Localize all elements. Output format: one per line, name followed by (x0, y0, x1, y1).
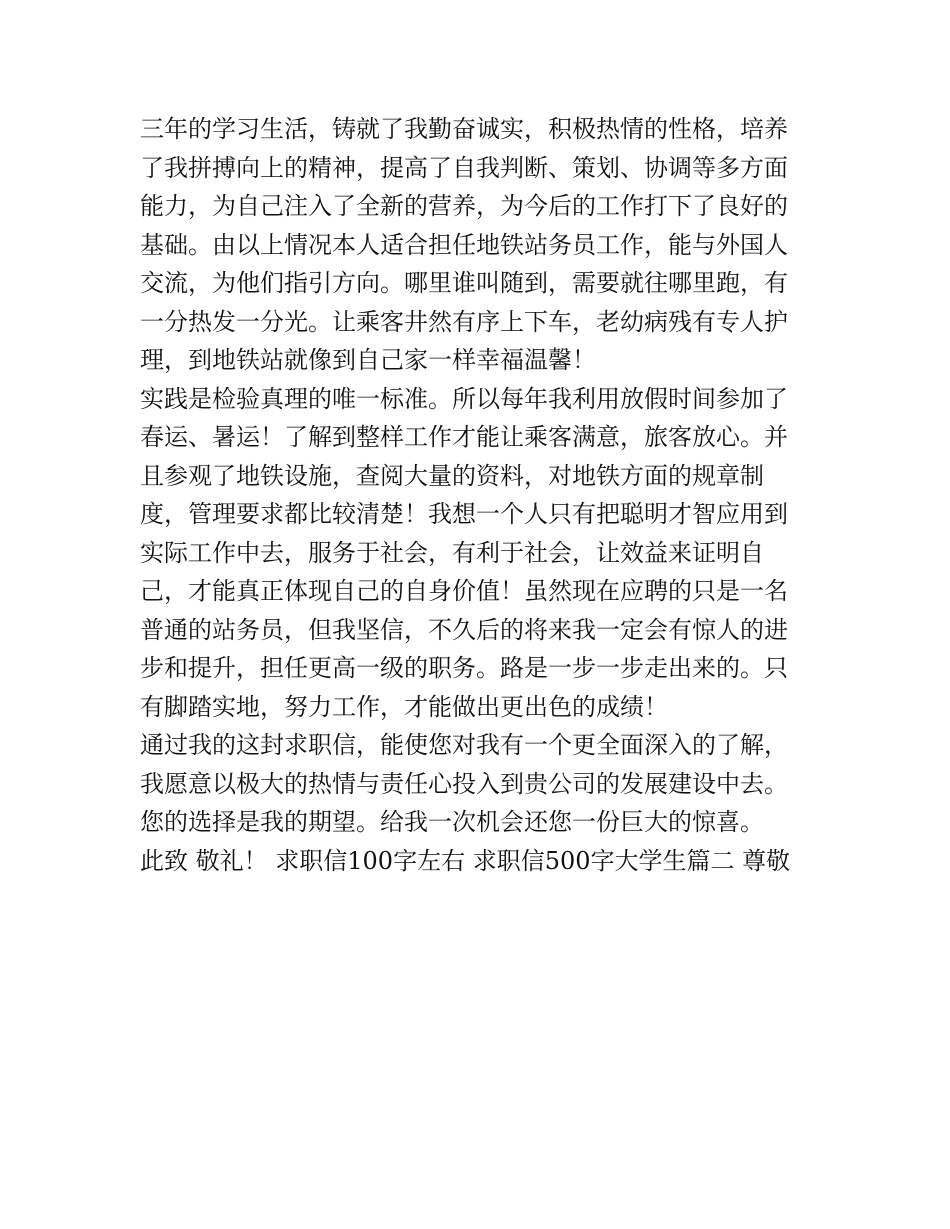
text-line-14: 普通的站务员，但我坚信，不久后的将来我一定会有惊人的进 (140, 615, 788, 644)
text-line-1: 三年的学习生活，铸就了我勤奋诚实，积极热情的性格，培养 (140, 115, 788, 143)
text-line-16: 有脚踏实地，努力工作，才能做出更出色的成绩！ (140, 692, 668, 721)
text-line-11: 度，管理要求都比较清楚！我想一个人只有把聪明才智应用到 (140, 500, 788, 528)
text-line-6: 一分热发一分光。让乘客井然有序上下车，老幼病残有专人护 (140, 307, 788, 336)
text-line-12: 实际工作中去，服务于社会，有利于社会，让效益来证明自 (140, 538, 764, 567)
text-line-10: 且参观了地铁设施，查阅大量的资料，对地铁方面的规章制 (140, 461, 764, 490)
text-line-18: 我愿意以极大的热情与责任心投入到贵公司的发展建设中去。 (140, 769, 788, 798)
text-line-15: 步和提升，担任更高一级的职务。路是一步一步走出来的。只 (140, 654, 788, 682)
text-line-7: 理，到地铁站就像到自己家一样幸福温馨！ (140, 346, 596, 374)
letter-body (140, 110, 820, 880)
text-line-4: 基础。由以上情况本人适合担任地铁站务员工作，能与外国人 (140, 230, 788, 259)
text-line-8: 实践是检验真理的唯一标准。所以每年我利用放假时间参加了 (140, 384, 788, 413)
text-line-13: 己，才能真正体现自己的自身价值！虽然现在应聘的只是一名 (140, 577, 788, 605)
text-line-17: 通过我的这封求职信，能使您对我有一个更全面深入的了解， (140, 731, 788, 759)
text-line-9: 春运、暑运！了解到整样工作才能让乘客满意，旅客放心。并 (140, 423, 788, 451)
text-line-2: 了我拼搏向上的精神，提高了自我判断、策划、协调等多方面 (140, 153, 788, 182)
text-line-19: 您的选择是我的期望。给我一次机会还您一份巨大的惊喜。 (140, 808, 764, 836)
text-line-3: 能力，为自己注入了全新的营养，为今后的工作打下了良好的 (140, 192, 788, 220)
text-line-5: 交流，为他们指引方向。哪里谁叫随到，需要就往哪里跑，有 (140, 269, 788, 297)
text-line-20: 此致 敬礼！ 求职信100字左右 求职信500字大学生篇二 尊敬 (140, 846, 791, 875)
